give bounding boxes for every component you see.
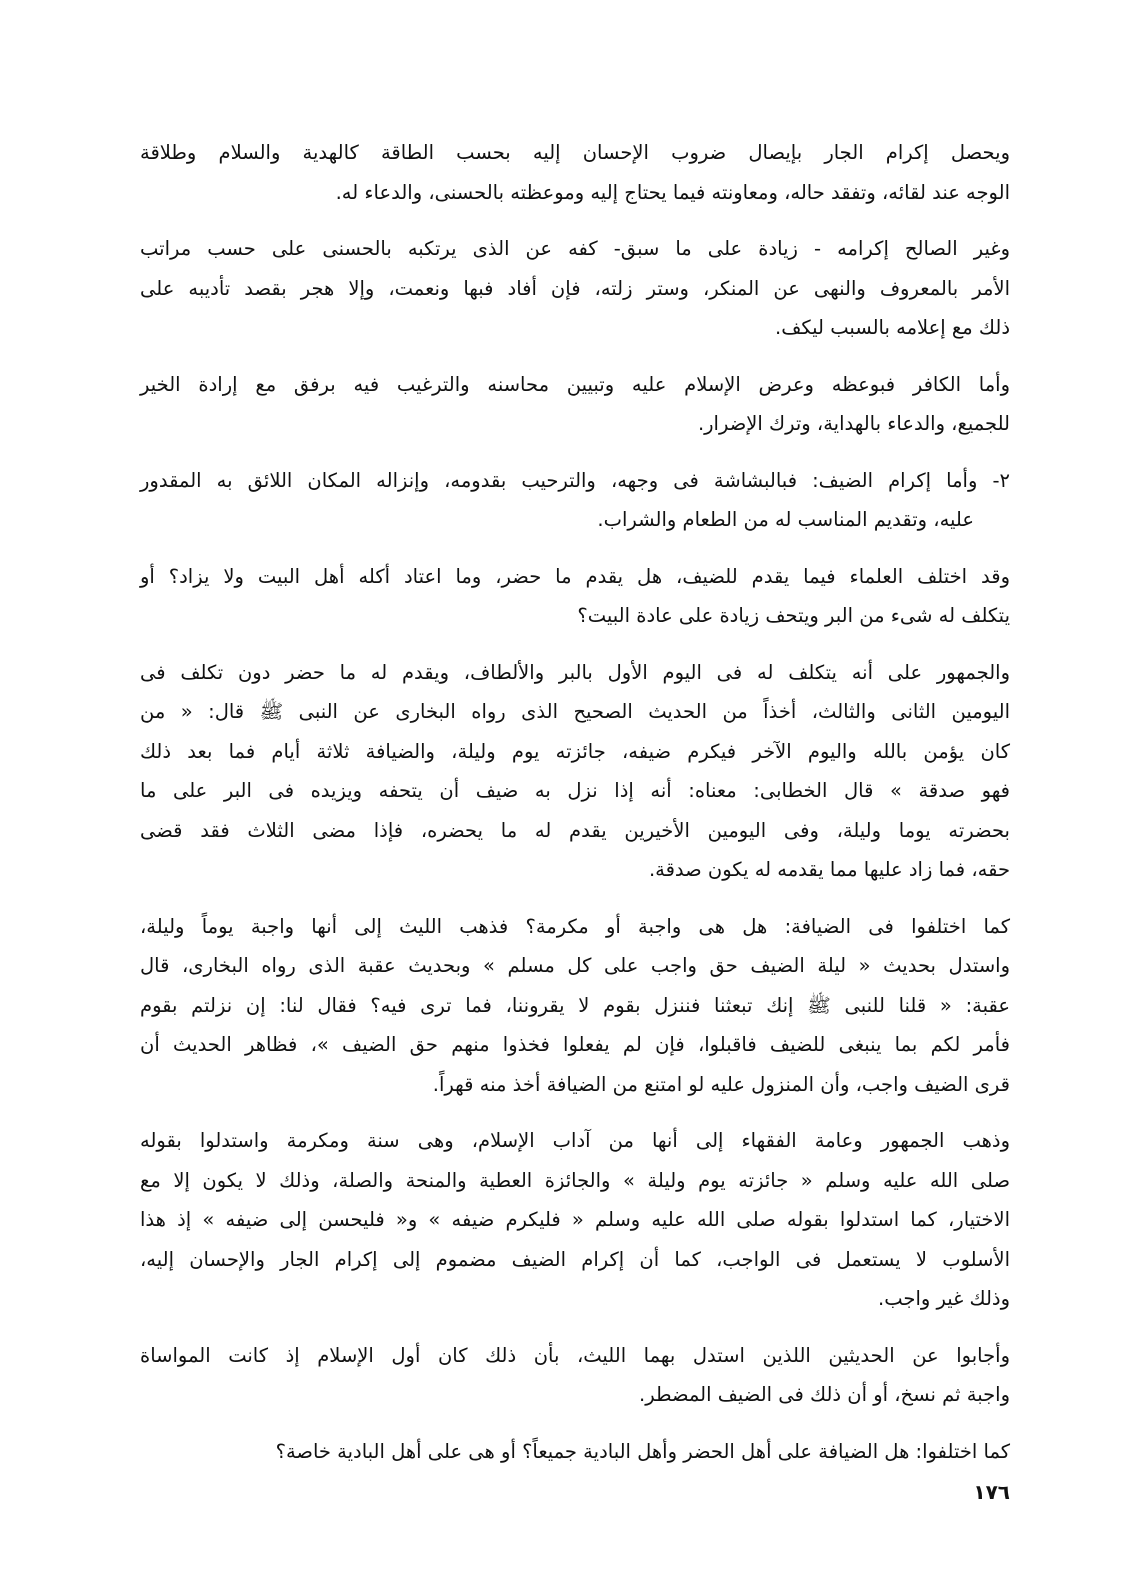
text-line: اليومين الثانى والثالث، أخذاً من الحديث الصحيح الذى رواه البخارى عن النبى ﷺ قال: « من (140, 700, 1010, 723)
text-line: بحضرته يوما وليلة، وفى اليومين الأخيرين يقدم له ما يحضره، فإذا مضى الثلاث فقد قضى (140, 818, 1010, 842)
text-line: والجمهور على أنه يتكلف له فى اليوم الأول بالبر والألطاف، ويقدم له ما حضر دون تكلف فى (140, 660, 1010, 684)
paragraph (140, 365, 1010, 444)
text-line: وقد اختلف العلماء فيما يقدم للضيف، هل يقدم ما حضر، وما اعتاد أكله أهل البيت ولا يزاد؟ أو (140, 564, 1010, 588)
text-line: حقه، فما زاد عليها مما يقدمه له يكون صدقة. (648, 858, 1010, 881)
paragraph (140, 1121, 1010, 1319)
text-line: الوجه عند لقائه، وتفقد حاله، ومعاونته فيما يحتاج إليه وموعظته بالحسنى، والدعاء له. (335, 180, 1010, 204)
paragraph (140, 133, 1010, 212)
paragraph (140, 1336, 1010, 1415)
text-line: وأجابوا عن الحديثين اللذين استدل بهما الليث، بأن ذلك كان أول الإسلام إذ كانت المواساة (140, 1343, 1010, 1367)
page-number: ١٧٦ (973, 1480, 1010, 1504)
text-line: وذلك غير واجب. (878, 1287, 1010, 1310)
text-line: فهو صدقة » قال الخطابى: معناه: أنه إذا نزل به ضيف أن يتحفه ويزيده فى البر على ما (140, 779, 1010, 802)
text-line: عليه، وتقديم المناسب له من الطعام والشراب. (597, 508, 974, 531)
text-line: ذلك مع إعلامه بالسبب ليكف. (775, 316, 1010, 339)
text-line: كما اختلفوا: هل الضيافة على أهل الحضر وأهل البادية جميعاً؟ أو هى على أهل البادية خاصة؟ (275, 1439, 1010, 1463)
paragraph (140, 461, 1010, 540)
text-line: وغير الصالح إكرامه - زيادة على ما سبق- كفه عن الذى يرتكبه بالحسنى على حسب مراتب (140, 237, 1010, 260)
paragraph (140, 1432, 1010, 1472)
paragraph (140, 653, 1010, 890)
text-line: كان يؤمن بالله واليوم الآخر فيكرم ضيفه، جائزته يوم وليلة، والضيافة ثلاثة أيام فما بعد ذلك (140, 739, 1010, 763)
text-line: صلى الله عليه وسلم « جائزته يوم وليلة » والجائزة العطية والمنحة والصلة، وذلك لا يكون إلا مع (140, 1168, 1010, 1192)
text-line: فأمر لكم بما ينبغى للضيف فاقبلوا، فإن لم يفعلوا فخذوا منهم حق الضيف »، فظاهر الحديث أن (140, 1033, 1010, 1056)
paragraph (140, 229, 1010, 348)
text-line: يتكلف له شىء من البر ويتحف زيادة على عادة البيت؟ (577, 604, 1010, 627)
text-line: الاختيار، كما استدلوا بقوله صلى الله عليه وسلم « فليكرم ضيفه » و« فليحسن إلى ضيفه » إذ هذا (140, 1208, 1010, 1231)
document-body (140, 133, 1010, 1488)
paragraph (140, 907, 1010, 1105)
paragraph (140, 557, 1010, 636)
text-line: وذهب الجمهور وعامة الفقهاء إلى أنها من آداب الإسلام، وهى سنة ومكرمة واستدلوا بقوله (140, 1129, 1010, 1152)
text-line: ٢- وأما إكرام الضيف: فبالبشاشة فى وجهه، والترحيب بقدومه، وإنزاله المكان اللائق به المقدور (140, 468, 1010, 492)
text-line: ويحصل إكرام الجار بإيصال ضروب الإحسان إليه بحسب الطاقة كالهدية والسلام وطلاقة (140, 141, 1010, 164)
text-line: عقبة: « قلنا للنبى ﷺ إنك تبعثنا فننزل بقوم لا يقروننا، فما ترى فيه؟ فقال لنا: إن نزلتم بقوم (140, 993, 1010, 1017)
text-line: قرى الضيف واجب، وأن المنزول عليه لو امتنع من الضيافة أخذ منه قهراً. (432, 1072, 1010, 1096)
text-line: الأمر بالمعروف والنهى عن المنكر، وستر زلته، فإن أفاد فبها ونعمت، وإلا هجر بقصد تأديبه على (140, 276, 1010, 300)
text-line: واستدل بحديث « ليلة الضيف حق واجب على كل مسلم » وبحديث عقبة الذى رواه البخارى، قال (140, 954, 1010, 977)
text-line: للجميع، والدعاء بالهداية، وترك الإضرار. (697, 412, 1010, 435)
text-line: وأما الكافر فبوعظه وعرض الإسلام عليه وتبيين محاسنه والترغيب فيه برفق مع إرادة الخير (140, 372, 1010, 396)
text-line: واجبة ثم نسخ، أو أن ذلك فى الضيف المضطر. (639, 1383, 1010, 1406)
text-line: الأسلوب لا يستعمل فى الواجب، كما أن إكرام الضيف مضموم إلى إكرام الجار والإحسان إليه، (140, 1247, 1010, 1271)
text-line: كما اختلفوا فى الضيافة: هل هى واجبة أو مكرمة؟ فذهب الليث إلى أنها واجبة يوماً وليلة، (140, 914, 1010, 938)
